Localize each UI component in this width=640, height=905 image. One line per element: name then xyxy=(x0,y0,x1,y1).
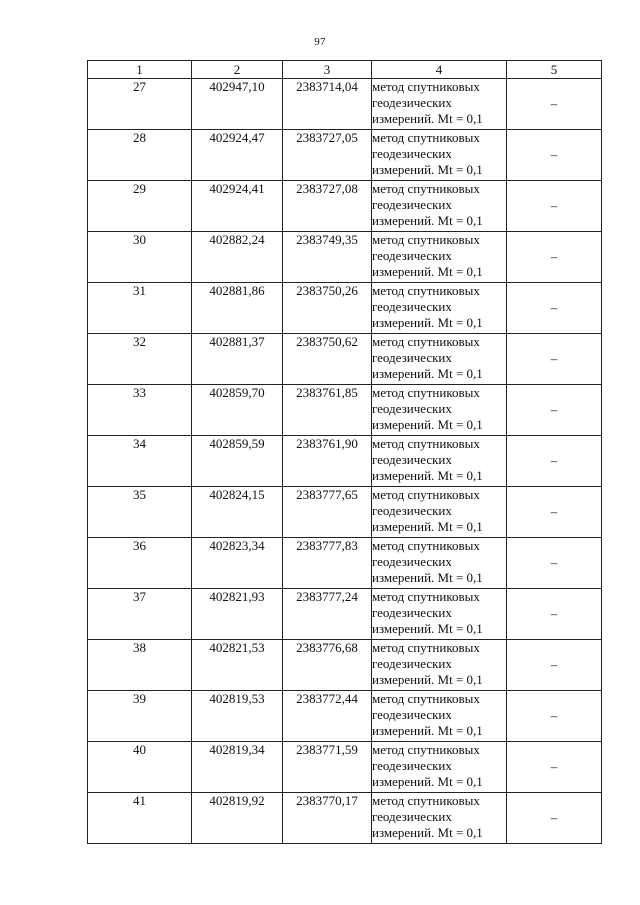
method-line: измерений. Mt = 0,1 xyxy=(372,315,483,330)
column-header-1: 1 xyxy=(88,61,192,79)
method-line: геодезических xyxy=(372,707,452,722)
method-line: метод спутниковых xyxy=(372,130,480,145)
point-number-cell: 40 xyxy=(88,742,192,793)
method-cell xyxy=(372,181,507,232)
method-line: геодезических xyxy=(372,452,452,467)
point-number-cell: 29 xyxy=(88,181,192,232)
method-line: метод спутниковых xyxy=(372,436,480,451)
x-coordinate-cell: 402924,47 xyxy=(192,130,283,181)
note-cell: – xyxy=(507,385,602,436)
method-line: измерений. Mt = 0,1 xyxy=(372,417,483,432)
table-body xyxy=(88,79,602,844)
method-line: метод спутниковых xyxy=(372,334,480,349)
method-line: метод спутниковых xyxy=(372,793,480,808)
method-line: измерений. Mt = 0,1 xyxy=(372,570,483,585)
table-row xyxy=(88,793,602,844)
x-coordinate-cell: 402819,53 xyxy=(192,691,283,742)
table-header-row xyxy=(88,61,602,79)
table-row xyxy=(88,691,602,742)
point-number-cell: 39 xyxy=(88,691,192,742)
method-cell xyxy=(372,691,507,742)
method-line: измерений. Mt = 0,1 xyxy=(372,621,483,636)
method-line: геодезических xyxy=(372,197,452,212)
note-cell: – xyxy=(507,130,602,181)
x-coordinate-cell: 402859,59 xyxy=(192,436,283,487)
method-cell xyxy=(372,742,507,793)
note-cell: – xyxy=(507,793,602,844)
method-cell xyxy=(372,589,507,640)
x-coordinate-cell: 402819,92 xyxy=(192,793,283,844)
x-coordinate-cell: 402819,34 xyxy=(192,742,283,793)
table-row xyxy=(88,436,602,487)
coordinates-table xyxy=(87,60,602,844)
note-cell: – xyxy=(507,742,602,793)
note-cell: – xyxy=(507,640,602,691)
table-row xyxy=(88,181,602,232)
method-cell xyxy=(372,232,507,283)
y-coordinate-cell: 2383772,44 xyxy=(283,691,372,742)
method-line: геодезических xyxy=(372,146,452,161)
method-line: геодезических xyxy=(372,401,452,416)
y-coordinate-cell: 2383727,05 xyxy=(283,130,372,181)
column-header-4: 4 xyxy=(372,61,507,79)
method-line: метод спутниковых xyxy=(372,232,480,247)
table-row xyxy=(88,232,602,283)
method-line: геодезических xyxy=(372,95,452,110)
note-cell: – xyxy=(507,487,602,538)
y-coordinate-cell: 2383776,68 xyxy=(283,640,372,691)
note-cell: – xyxy=(507,232,602,283)
y-coordinate-cell: 2383727,08 xyxy=(283,181,372,232)
y-coordinate-cell: 2383777,83 xyxy=(283,538,372,589)
method-line: геодезических xyxy=(372,605,452,620)
table-row xyxy=(88,538,602,589)
x-coordinate-cell: 402859,70 xyxy=(192,385,283,436)
method-line: метод спутниковых xyxy=(372,640,480,655)
method-line: измерений. Mt = 0,1 xyxy=(372,825,483,840)
table-row xyxy=(88,130,602,181)
method-line: измерений. Mt = 0,1 xyxy=(372,723,483,738)
method-line: геодезических xyxy=(372,248,452,263)
point-number-cell: 28 xyxy=(88,130,192,181)
table-row xyxy=(88,487,602,538)
point-number-cell: 30 xyxy=(88,232,192,283)
table-row xyxy=(88,385,602,436)
method-line: измерений. Mt = 0,1 xyxy=(372,774,483,789)
y-coordinate-cell: 2383770,17 xyxy=(283,793,372,844)
method-cell xyxy=(372,538,507,589)
point-number-cell: 31 xyxy=(88,283,192,334)
x-coordinate-cell: 402821,53 xyxy=(192,640,283,691)
method-line: геодезических xyxy=(372,758,452,773)
method-line: метод спутниковых xyxy=(372,181,480,196)
method-line: измерений. Mt = 0,1 xyxy=(372,162,483,177)
y-coordinate-cell: 2383714,04 xyxy=(283,79,372,130)
y-coordinate-cell: 2383750,62 xyxy=(283,334,372,385)
method-cell xyxy=(372,385,507,436)
table-row xyxy=(88,79,602,130)
y-coordinate-cell: 2383750,26 xyxy=(283,283,372,334)
method-line: метод спутниковых xyxy=(372,589,480,604)
method-line: геодезических xyxy=(372,503,452,518)
method-cell xyxy=(372,334,507,385)
method-line: метод спутниковых xyxy=(372,487,480,502)
note-cell: – xyxy=(507,334,602,385)
table-row xyxy=(88,283,602,334)
table-row xyxy=(88,640,602,691)
x-coordinate-cell: 402947,10 xyxy=(192,79,283,130)
y-coordinate-cell: 2383761,85 xyxy=(283,385,372,436)
method-cell xyxy=(372,793,507,844)
method-line: измерений. Mt = 0,1 xyxy=(372,111,483,126)
method-line: метод спутниковых xyxy=(372,691,480,706)
point-number-cell: 41 xyxy=(88,793,192,844)
column-header-2: 2 xyxy=(192,61,283,79)
x-coordinate-cell: 402881,37 xyxy=(192,334,283,385)
note-cell: – xyxy=(507,691,602,742)
method-cell xyxy=(372,283,507,334)
table-row xyxy=(88,742,602,793)
table-row xyxy=(88,589,602,640)
y-coordinate-cell: 2383771,59 xyxy=(283,742,372,793)
x-coordinate-cell: 402824,15 xyxy=(192,487,283,538)
method-cell xyxy=(372,436,507,487)
note-cell: – xyxy=(507,79,602,130)
point-number-cell: 34 xyxy=(88,436,192,487)
column-header-3: 3 xyxy=(283,61,372,79)
method-line: геодезических xyxy=(372,656,452,671)
method-line: геодезических xyxy=(372,809,452,824)
method-cell xyxy=(372,640,507,691)
method-line: метод спутниковых xyxy=(372,742,480,757)
method-line: геодезических xyxy=(372,350,452,365)
note-cell: – xyxy=(507,589,602,640)
table-row xyxy=(88,334,602,385)
method-line: метод спутниковых xyxy=(372,79,480,94)
y-coordinate-cell: 2383777,24 xyxy=(283,589,372,640)
x-coordinate-cell: 402823,34 xyxy=(192,538,283,589)
y-coordinate-cell: 2383761,90 xyxy=(283,436,372,487)
x-coordinate-cell: 402924,41 xyxy=(192,181,283,232)
method-cell xyxy=(372,487,507,538)
method-line: измерений. Mt = 0,1 xyxy=(372,468,483,483)
point-number-cell: 37 xyxy=(88,589,192,640)
method-line: измерений. Mt = 0,1 xyxy=(372,213,483,228)
point-number-cell: 32 xyxy=(88,334,192,385)
note-cell: – xyxy=(507,181,602,232)
method-cell xyxy=(372,79,507,130)
method-line: измерений. Mt = 0,1 xyxy=(372,264,483,279)
note-cell: – xyxy=(507,436,602,487)
column-header-5: 5 xyxy=(507,61,602,79)
y-coordinate-cell: 2383777,65 xyxy=(283,487,372,538)
method-line: метод спутниковых xyxy=(372,385,480,400)
method-line: метод спутниковых xyxy=(372,283,480,298)
note-cell: – xyxy=(507,538,602,589)
method-cell xyxy=(372,130,507,181)
page-number: 97 xyxy=(314,36,326,48)
point-number-cell: 33 xyxy=(88,385,192,436)
method-line: метод спутниковых xyxy=(372,538,480,553)
x-coordinate-cell: 402882,24 xyxy=(192,232,283,283)
method-line: геодезических xyxy=(372,299,452,314)
x-coordinate-cell: 402881,86 xyxy=(192,283,283,334)
y-coordinate-cell: 2383749,35 xyxy=(283,232,372,283)
x-coordinate-cell: 402821,93 xyxy=(192,589,283,640)
note-cell: – xyxy=(507,283,602,334)
method-line: измерений. Mt = 0,1 xyxy=(372,366,483,381)
point-number-cell: 36 xyxy=(88,538,192,589)
point-number-cell: 35 xyxy=(88,487,192,538)
point-number-cell: 27 xyxy=(88,79,192,130)
method-line: измерений. Mt = 0,1 xyxy=(372,519,483,534)
method-line: геодезических xyxy=(372,554,452,569)
point-number-cell: 38 xyxy=(88,640,192,691)
method-line: измерений. Mt = 0,1 xyxy=(372,672,483,687)
